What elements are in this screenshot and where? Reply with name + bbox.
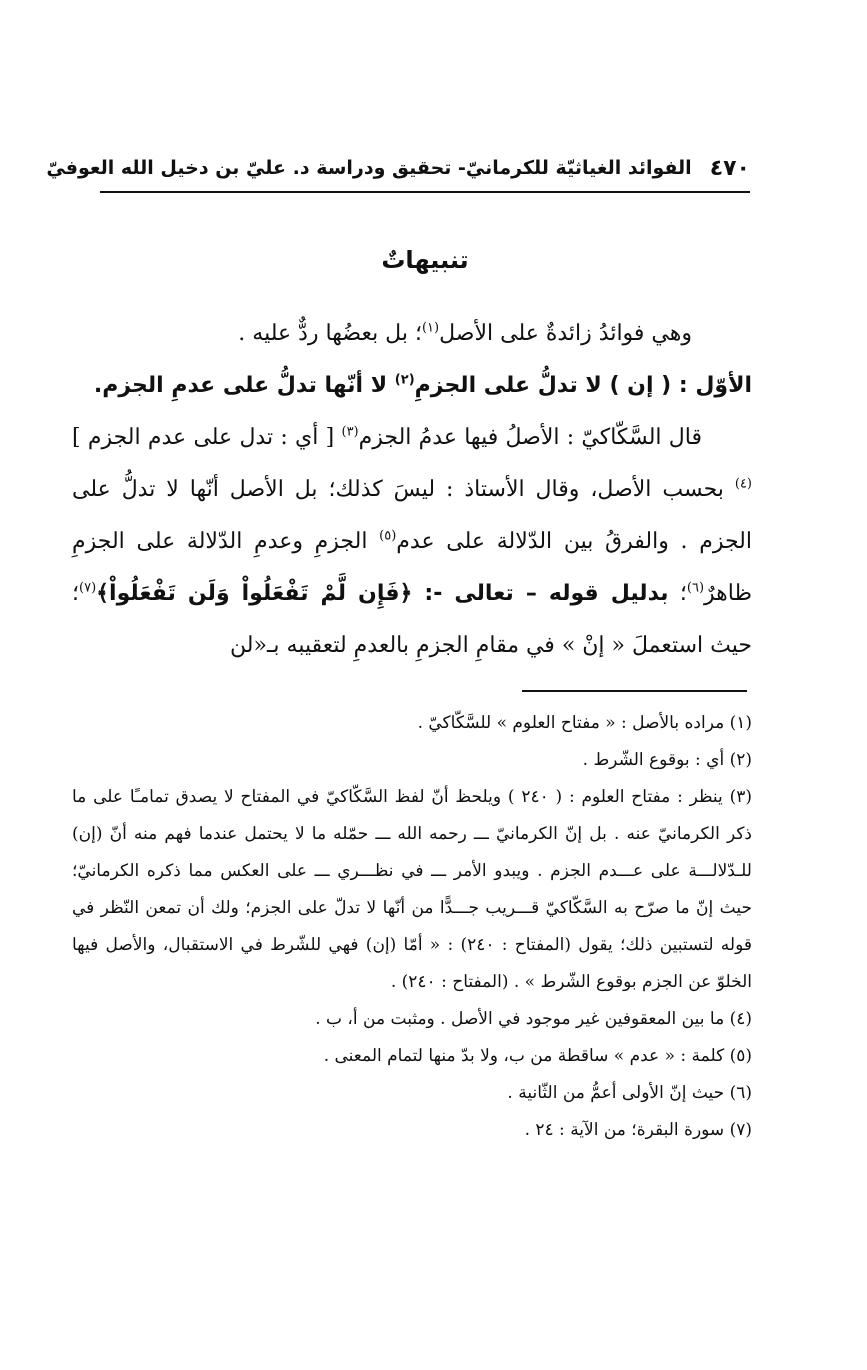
section-title: تنبيهاتٌ: [381, 246, 469, 274]
paragraph-text-5: ؛: [668, 581, 687, 606]
paragraph-text-1: قال السَّكّاكيّ : الأصلُ فيها عدمُ الجزم: [358, 425, 702, 450]
footnote-7: (٧) سورة البقرة؛ من الآية : ٢٤ .: [524, 1120, 752, 1140]
footnote-ref-3[interactable]: (٣): [341, 424, 359, 440]
paragraph-text-2: [ أي : تدل على عدم الجزم ]: [72, 425, 342, 450]
main-text: [72, 308, 752, 672]
first-point-heading: [72, 360, 752, 412]
body-paragraph: [72, 412, 752, 672]
intro-line: [72, 308, 752, 360]
quran-quote: بدليل قوله – تعالى -: ﴿فَإِن لَّمْ تَفْعَلُواْ وَلَن تَفْعَلُواْ﴾: [96, 581, 669, 606]
intro-text: وهي فوائدُ زائدةٌ على الأصل: [439, 321, 692, 346]
footnote-ref-1[interactable]: (١): [421, 320, 440, 336]
footnote-4: (٤) ما بين المعقوفين غير موجود في الأصل . ومثبت من أ، ب .: [315, 1009, 752, 1029]
footnote-1: (١) مراده بالأصل : « مفتاح العلوم » للسَّكّاكيّ .: [417, 713, 752, 733]
paragraph-text-6: ؛ حيث استعملَ « إنْ » في مقامِ الجزمِ بالعدمِ لتعقيبه بـ«لن: [72, 581, 752, 658]
paragraph-text-3: بحسب الأصل، وقال الأستاذ : ليسَ كذلك؛ بل الأصل أنّها لا تدلُّ على الجزم . والفرقُ بين الدّلالة على عدم: [72, 477, 752, 554]
page-number: ٤٧٠: [709, 155, 750, 181]
footnote-ref-2[interactable]: (٢): [394, 372, 415, 388]
header-rule: [100, 191, 750, 193]
footnote-5: (٥) كلمة : « عدم » ساقطة من ب، ولا بدّ منها لتمام المعنى .: [323, 1046, 752, 1066]
footnote-separator: [522, 690, 747, 692]
intro-text-end: ؛ بل بعضُها ردٌّ عليه .: [238, 321, 422, 346]
running-header: [46, 148, 750, 188]
running-title: الفوائد الغياثيّة للكرمانيّ- تحقيق ودراسة د. عليّ بن دخيل الله العوفيّ: [46, 157, 692, 179]
footnote-6: (٦) حيث إنّ الأولى أعمُّ من الثّانية .: [507, 1083, 752, 1103]
footnote-ref-6[interactable]: (٦): [686, 580, 705, 596]
footnote-2: (٢) أي : بوقوع الشّرط .: [582, 750, 752, 770]
first-point-text-end: لا أنّها تدلُّ على عدمِ الجزم.: [93, 373, 395, 398]
first-point-text: الأوّل : ( إن ) لا تدلُّ على الجزمِ: [414, 373, 752, 398]
footnote-ref-7[interactable]: (٧): [79, 580, 97, 596]
paragraph-text-4: الجزمِ وعدمِ الدّلالة على الجزمِ ظاهرٌ: [72, 529, 752, 606]
footnote-ref-5[interactable]: (٥): [379, 528, 397, 544]
footnote-ref-4[interactable]: (٤): [734, 476, 752, 492]
footnote-3: (٣) ينظر : مفتاح العلوم : ( ٢٤٠ ) ويلحظ أنّ لفظ السَّكّاكيّ في المفتاح لا يصدق تمامـًا على ما ذكر الكرمانيّ عنه . بل إنّ الكرمانيّ ـــ رحمه الله ـــ حمّله ما لا يحتمل عندما فهم منه أنّ (إن) للـدّلالـــة على عـــدم الجزم . ويبدو الأمر ـــ في نظـــري ـــ على العكس مما ذكره الكرمانيّ؛ حيث إنّ ما صرّح به السَّكّاكيّ قـــريب جـــدًّا من أنّها لا تدلّ على الجزم؛ ولك أن تمعن النّظر في قوله لتستبين ذلك؛ يقول (المفتاح : ٢٤٠) : « أمّا (إن) فهي للشّرط في الاستقبال، والأصل فيها الخلوّ عن الجزم بوقوع الشّرط » . (المفتاح : ٢٤٠) .: [72, 787, 753, 992]
footnotes: [72, 705, 752, 1149]
